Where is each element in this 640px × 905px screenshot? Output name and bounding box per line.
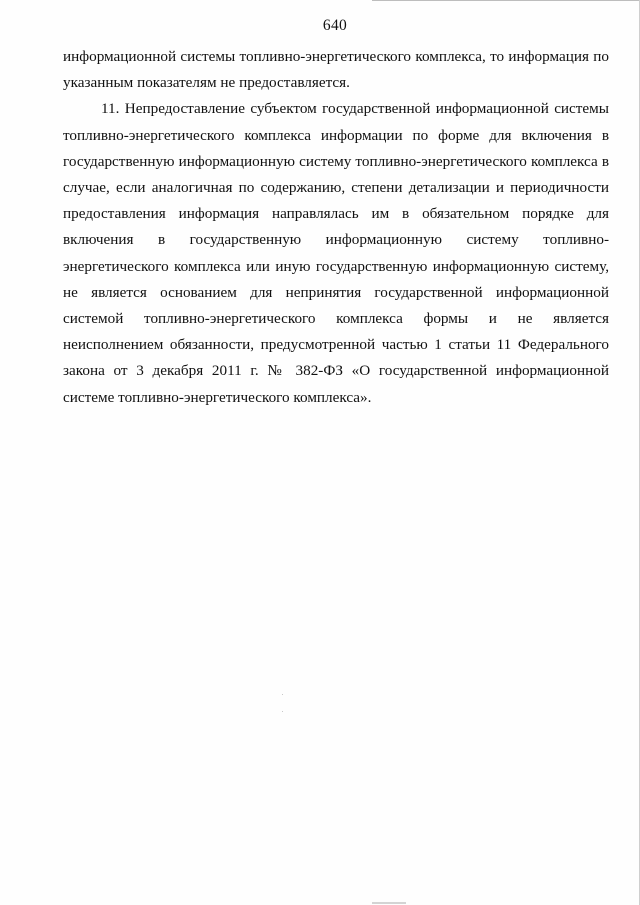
scan-artifact xyxy=(282,694,283,695)
paragraph-item-11: 11. Непредоставление субъектом государственной информационной системы топливно-энергетического комплекса информации по форме для включения в государственную информационную систему топливно-энергетического комплекса в случае, если аналогичная по содержанию, степени детализации и периодичности предоставления информация направлялась им в обязательном порядке для включения в государственную информационную систему топливно-энергетического комплекса или иную государственную информационную систему, не является основанием для непринятия государственной информационной системой топливно-энергетического комплекса формы и не является неисполнением обязанности, предусмотренной частью 1 статьи 11 Федерального закона от 3 декабря 2011 г. № 382-ФЗ «О государственной информационной системе топливно-энергетического комплекса». xyxy=(63,100,609,406)
paragraph-continuation: информационной системы топливно-энергетического комплекса, то информация по указанным показателям не предоставляется. xyxy=(63,48,609,92)
scan-artifact xyxy=(372,902,406,904)
document-body xyxy=(63,44,609,411)
scan-artifact xyxy=(282,711,283,712)
page-number: 640 xyxy=(322,17,348,34)
page-top-edge xyxy=(372,0,640,1)
